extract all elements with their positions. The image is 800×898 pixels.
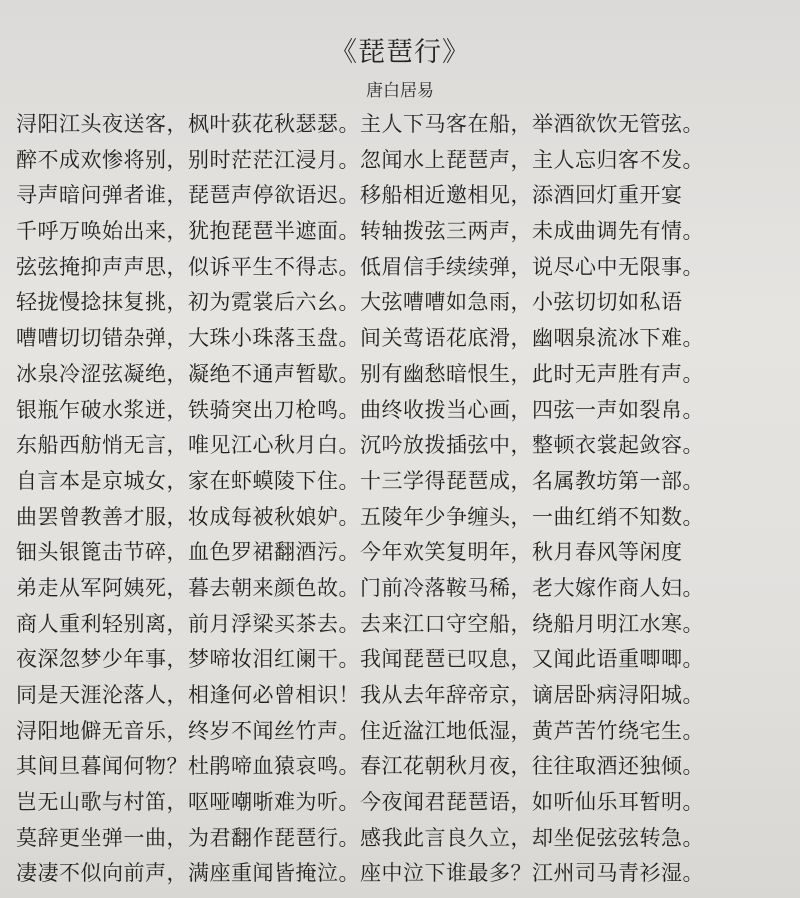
poem-line: 嘈嘈切切错杂弹，大珠小珠落玉盘。间关莺语花底滑，幽咽泉流冰下难。 <box>16 326 704 351</box>
poem-line: 弟走从军阿姨死，暮去朝来颜色故。门前冷落鞍马稀，老大嫁作商人妇。 <box>16 575 704 600</box>
poem-line: 商人重利轻别离，前月浮梁买茶去。去来江口守空船，绕船月明江水寒。 <box>16 611 704 636</box>
poem-line: 轻拢慢捻抹复挑，初为霓裳后六幺。大弦嘈嘈如急雨，小弦切切如私语 <box>16 290 683 315</box>
poem-line: 千呼万唤始出来，犹抱琵琶半遮面。转轴拨弦三两声，未成曲调先有情。 <box>16 219 704 244</box>
poem-line: 浔阳地僻无音乐，终岁不闻丝竹声。住近湓江地低湿，黄芦苦竹绕宅生。 <box>16 718 704 743</box>
poem-line: 同是天涯沦落人，相逢何必曾相识！我从去年辞帝京，谪居卧病浔阳城。 <box>16 683 704 707</box>
poem-title: 《琵琶行》 <box>330 37 470 68</box>
poem-line: 醉不成欢惨将别，别时茫茫江浸月。忽闻水上琵琶声，主人忘归客不发。 <box>16 147 704 172</box>
poem-line: 其间旦暮闻何物？杜鹃啼血猿哀鸣。春江花朝秋月夜，往往取酒还独倾。 <box>16 754 704 779</box>
poem-line: 浔阳江头夜送客，枫叶荻花秋瑟瑟。主人下马客在船，举酒欲饮无管弦。 <box>16 112 704 136</box>
poem-line: 曲罢曾教善才服，妆成每被秋娘妒。五陵年少争缠头，一曲红绡不知数。 <box>16 504 704 529</box>
poem-line: 东船西舫悄无言，唯见江心秋月白。沉吟放拨插弦中，整顿衣裳起敛容。 <box>16 433 704 458</box>
poem-line: 夜深忽梦少年事，梦啼妆泪红阑干。我闻琵琶已叹息，又闻此语重唧唧。 <box>16 647 704 672</box>
poem-line: 寻声暗问弹者谁，琵琶声停欲语迟。移船相近邀相见，添酒回灯重开宴 <box>16 183 683 208</box>
poem-line: 岂无山歌与村笛，呕哑嘲哳难为听。今夜闻君琵琶语，如听仙乐耳暂明。 <box>16 790 704 815</box>
poem-line: 冰泉冷涩弦凝绝，凝绝不通声暂歇。别有幽愁暗恨生，此时无声胜有声。 <box>16 361 704 386</box>
poem-line: 弦弦掩抑声声思，似诉平生不得志。低眉信手续续弹，说尽心中无限事。 <box>16 254 704 279</box>
poem-author: 唐白居易 <box>366 81 434 101</box>
poem-line: 银瓶乍破水浆迸，铁骑突出刀枪鸣。曲终收拨当心画，四弦一声如裂帛。 <box>16 397 704 422</box>
poem-line: 自言本是京城女，家在虾蟆陵下住。十三学得琵琶成，名属教坊第一部。 <box>16 468 704 493</box>
poem-line: 凄凄不似向前声，满座重闻皆掩泣。座中泣下谁最多？江州司马青衫湿。 <box>16 861 704 886</box>
poem-line: 莫辞更坐弹一曲，为君翻作琵琶行。感我此言良久立，却坐促弦弦转急。 <box>16 825 704 850</box>
poem-lines <box>16 107 800 892</box>
poem-line: 钿头银篦击节碎，血色罗裙翻酒污。今年欢笑复明年，秋月春风等闲度 <box>16 540 683 565</box>
